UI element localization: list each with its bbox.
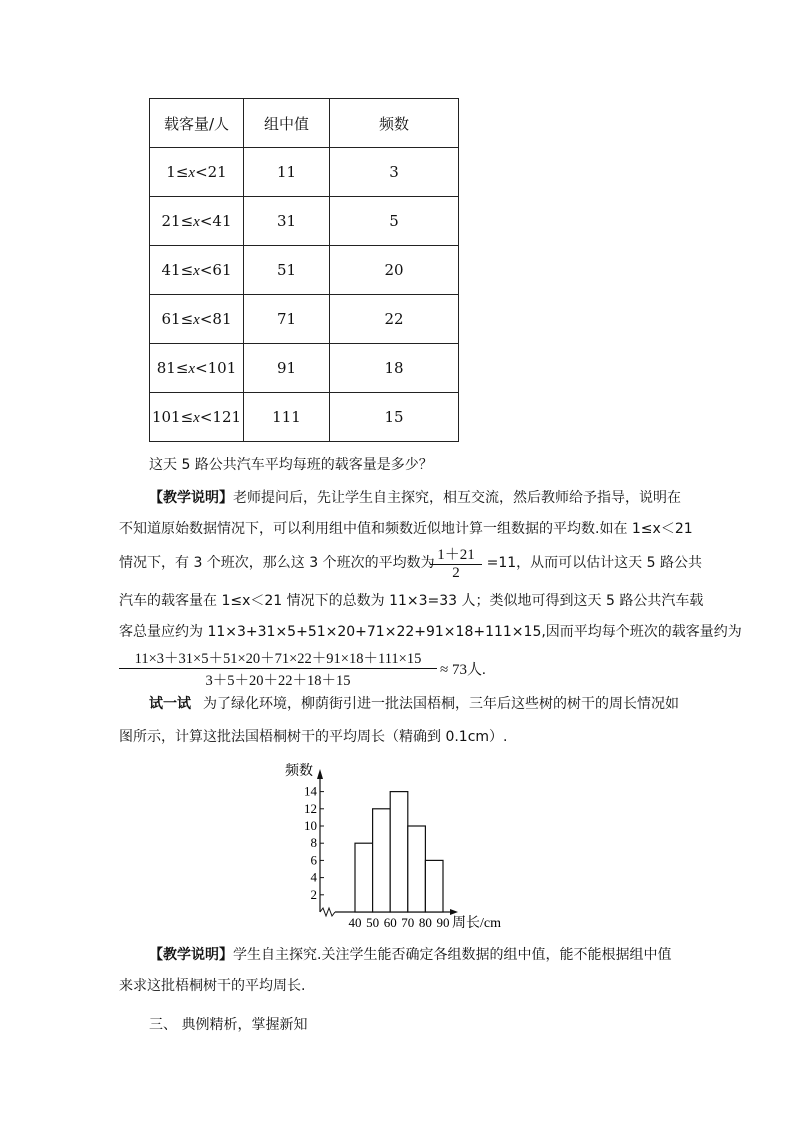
histogram-bar: [373, 809, 391, 912]
x-tick-label: 70: [401, 915, 415, 930]
trial-line1: 试一试 为了绿化环境，柳荫街引进一批法国梧桐，三年后这些树的树干的周长情况如: [149, 696, 679, 712]
table-row: [150, 295, 459, 344]
table-row: [150, 344, 459, 393]
histogram-chart: [280, 755, 530, 935]
range-cell: 41≤x<61: [150, 246, 244, 295]
y-tick-label: 4: [310, 869, 317, 885]
x-tick-label: 50: [366, 915, 380, 930]
explain1-line4: 汽车的载客量在 1≤x＜21 情况下的总数为 11×3=33 人；类似地可得到这天 5 路公共汽车载: [119, 593, 704, 609]
freq-cell: 3: [330, 148, 459, 197]
explain1-line3: 情况下，有 3 个班次，那么这 3 个班次的平均数为 =11，从而可以估计这天 5 路公共: [119, 555, 702, 571]
histogram-bar: [425, 860, 443, 912]
range-cell: 21≤x<41: [150, 197, 244, 246]
explain1-line5: 客总量应约为 11×3+31×5+51×20+71×22+91×18+111×15,因而平均每个班次的载客量约为: [119, 624, 742, 640]
mid-cell: 31: [244, 197, 330, 246]
explain2-line2: 来求这批梧桐树干的平均周长.: [119, 978, 306, 994]
header-freq: 频数: [330, 99, 459, 148]
axis-break: [320, 908, 335, 916]
table-row: [150, 148, 459, 197]
trial-label: 试一试: [149, 696, 191, 712]
y-tick-label: 2: [310, 886, 317, 902]
chart-xlabel: 周长/cm: [452, 916, 501, 931]
table-row: [150, 393, 459, 442]
range-cell: 81≤x<101: [150, 344, 244, 393]
trial-line2: 图所示，计算这批法国梧桐树干的平均周长（精确到 0.1cm）.: [119, 729, 508, 745]
explain1-line1: 【教学说明】老师提问后，先让学生自主探究，相互交流，然后教师给予指导，说明在: [149, 490, 681, 506]
x-tick-label: 40: [348, 915, 362, 930]
y-tick-label: 6: [310, 852, 317, 868]
freq-cell: 5: [330, 197, 459, 246]
y-axis-arrow: [317, 769, 323, 779]
question-text: 这天 5 路公共汽车平均每班的载客量是多少？: [149, 457, 433, 473]
freq-cell: 20: [330, 246, 459, 295]
histogram-bar: [408, 826, 426, 912]
header-load: 载客量/人: [150, 99, 244, 148]
range-cell: 1≤x<21: [150, 148, 244, 197]
approx-result: ≈ 73人.: [440, 662, 486, 678]
section-heading: 三、 典例精析，掌握新知: [149, 1017, 308, 1033]
table-row: [150, 246, 459, 295]
explain2-label: 【教学说明】: [149, 947, 233, 963]
y-tick-label: 12: [304, 800, 317, 816]
table-header-row: [150, 99, 459, 148]
chart-ylabel: 频数: [285, 764, 313, 779]
mid-cell: 111: [244, 393, 330, 442]
freq-cell: 15: [330, 393, 459, 442]
mid-cell: 91: [244, 344, 330, 393]
x-tick-label: 60: [383, 915, 397, 930]
y-tick-label: 14: [304, 783, 317, 799]
explain2-line1: 【教学说明】学生自主探究.关注学生能否确定各组数据的组中值，能不能根据组中值: [149, 947, 672, 963]
histogram-bar: [355, 843, 373, 912]
mid-cell: 71: [244, 295, 330, 344]
mid-cell: 51: [244, 246, 330, 295]
range-cell: 61≤x<81: [150, 295, 244, 344]
freq-cell: 18: [330, 344, 459, 393]
explain1-line2: 不知道原始数据情况下，可以利用组中值和频数近似地计算一组数据的平均数.如在 1≤x＜21: [119, 521, 693, 537]
freq-cell: 22: [330, 295, 459, 344]
header-mid: 组中值: [244, 99, 330, 148]
frequency-table: [149, 98, 459, 442]
histogram-bar: [390, 792, 408, 912]
x-axis-arrow: [450, 909, 458, 915]
fraction-small: 1＋21 2: [430, 543, 482, 582]
explain1-label: 【教学说明】: [149, 490, 233, 506]
y-tick-label: 10: [304, 818, 317, 833]
x-tick-label: 90: [436, 915, 450, 930]
table-row: [150, 197, 459, 246]
range-cell: 101≤x<121: [150, 393, 244, 442]
mid-cell: 11: [244, 148, 330, 197]
x-tick-label: 80: [418, 915, 432, 930]
fraction-big: 11×3＋31×5＋51×20＋71×22＋91×18＋111×15 3＋5＋20＋22＋18＋15: [119, 647, 437, 690]
y-tick-label: 8: [310, 835, 317, 851]
